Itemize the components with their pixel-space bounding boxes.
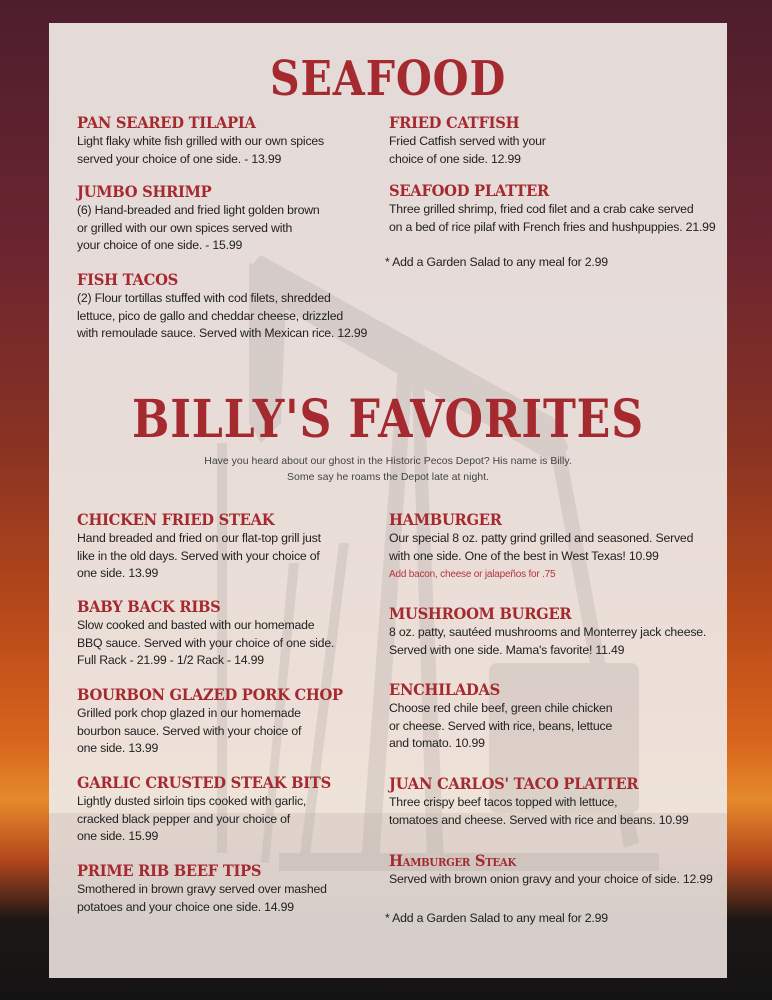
item-description: Three grilled shrimp, fried cod filet and a crab cake served on a bed of rice pilaf with French fries and hushpuppies. 21.99 bbox=[389, 202, 716, 234]
menu-item bbox=[389, 774, 689, 829]
item-description: Served with brown onion gravy and your choice of side. 12.99 bbox=[389, 872, 713, 886]
menu-item bbox=[389, 851, 713, 889]
menu-item bbox=[77, 861, 327, 916]
item-description: (2) Flour tortillas stuffed with cod filets, shredded lettuce, pico de gallo and cheddar cheese, drizzled with remoulade sauce. Served with Mexican rice. 12.99 bbox=[77, 291, 368, 340]
seafood-heading: SEAFOOD bbox=[269, 51, 507, 107]
item-name: GARLIC CRUSTED STEAK BITS bbox=[77, 773, 331, 792]
item-name: MUSHROOM BURGER bbox=[389, 604, 572, 623]
menu-item bbox=[389, 113, 546, 168]
menu-item bbox=[77, 773, 353, 846]
menu-item bbox=[389, 680, 612, 753]
item-name: BABY BACK RIBS bbox=[77, 597, 221, 616]
item-name: ENCHILADAS bbox=[389, 680, 501, 699]
item-name: JUAN CARLOS' TACO PLATTER bbox=[389, 774, 639, 793]
salad-note: * Add a Garden Salad to any meal for 2.99 bbox=[385, 255, 608, 269]
menu-item bbox=[77, 113, 324, 168]
item-name: SEAFOOD PLATTER bbox=[389, 181, 549, 200]
item-name: PAN SEARED TILAPIA bbox=[77, 113, 256, 132]
menu-item bbox=[77, 597, 334, 670]
menu-item bbox=[389, 510, 693, 582]
item-description: Our special 8 oz. patty grind grilled and seasoned. Served with one side. One of the best in West Texas! 10.99 bbox=[389, 531, 694, 563]
menu-item bbox=[77, 270, 367, 343]
menu-item bbox=[389, 181, 715, 236]
menu-item bbox=[77, 510, 321, 583]
menu-item bbox=[77, 182, 320, 255]
favorites-heading: BILLY'S FAVORITES bbox=[131, 389, 644, 450]
item-description: Lightly dusted sirloin tips cooked with garlic, cracked black pepper and your choice of one side. 15.99 bbox=[77, 794, 307, 843]
item-description: Light flaky white fish grilled with our own spices served your choice of one side. - 13.99 bbox=[77, 134, 324, 166]
item-name: JUMBO SHRIMP bbox=[77, 182, 212, 201]
item-description: Hand breaded and fried on our flat-top grill just like in the old days. Served with your choice of one side. 13.99 bbox=[77, 531, 321, 580]
item-name: FISH TACOS bbox=[77, 270, 178, 289]
item-description: Choose red chile beef, green chile chicken or cheese. Served with rice, beans, lettuce and tomato. 10.99 bbox=[389, 701, 613, 750]
item-description: Fried Catfish served with your choice of one side. 12.99 bbox=[389, 134, 546, 166]
item-description: 8 oz. patty, sautéed mushrooms and Monterrey jack cheese. Served with one side. Mama's favorite! 11.49 bbox=[389, 625, 707, 657]
item-description: Grilled pork chop glazed in our homemade bourbon sauce. Served with your choice of one side. 13.99 bbox=[77, 706, 302, 755]
item-name: PRIME RIB BEEF TIPS bbox=[77, 861, 262, 880]
item-name: FRIED CATFISH bbox=[389, 113, 520, 132]
menu-item bbox=[77, 685, 366, 758]
item-name: Hamburger Steak bbox=[389, 851, 517, 870]
salad-note: * Add a Garden Salad to any meal for 2.99 bbox=[385, 911, 608, 925]
item-description: Three crispy beef tacos topped with lettuce, tomatoes and cheese. Served with rice and beans. 10.99 bbox=[389, 795, 689, 827]
item-name: HAMBURGER bbox=[389, 510, 502, 529]
item-addon: Add bacon, cheese or jalapeños for .75 bbox=[389, 569, 556, 580]
item-name: BOURBON GLAZED PORK CHOP bbox=[77, 685, 343, 704]
item-name: CHICKEN FRIED STEAK bbox=[77, 510, 275, 529]
item-description: Smothered in brown gravy served over mashed potatoes and your choice one side. 14.99 bbox=[77, 882, 327, 914]
item-description: Slow cooked and basted with our homemade BBQ sauce. Served with your choice of one side. Full Rack - 21.99 - 1/2 Rack - 14.99 bbox=[77, 618, 335, 667]
menu-item bbox=[389, 604, 706, 659]
item-description: (6) Hand-breaded and fried light golden brown or grilled with our own spices served with your choice of one side. - 15.99 bbox=[77, 203, 320, 252]
menu-panel bbox=[49, 23, 727, 978]
ghost-intro: Have you heard about our ghost in the Historic Pecos Depot? His name is Billy. Some say he roams the Depot late at night. bbox=[204, 455, 572, 483]
